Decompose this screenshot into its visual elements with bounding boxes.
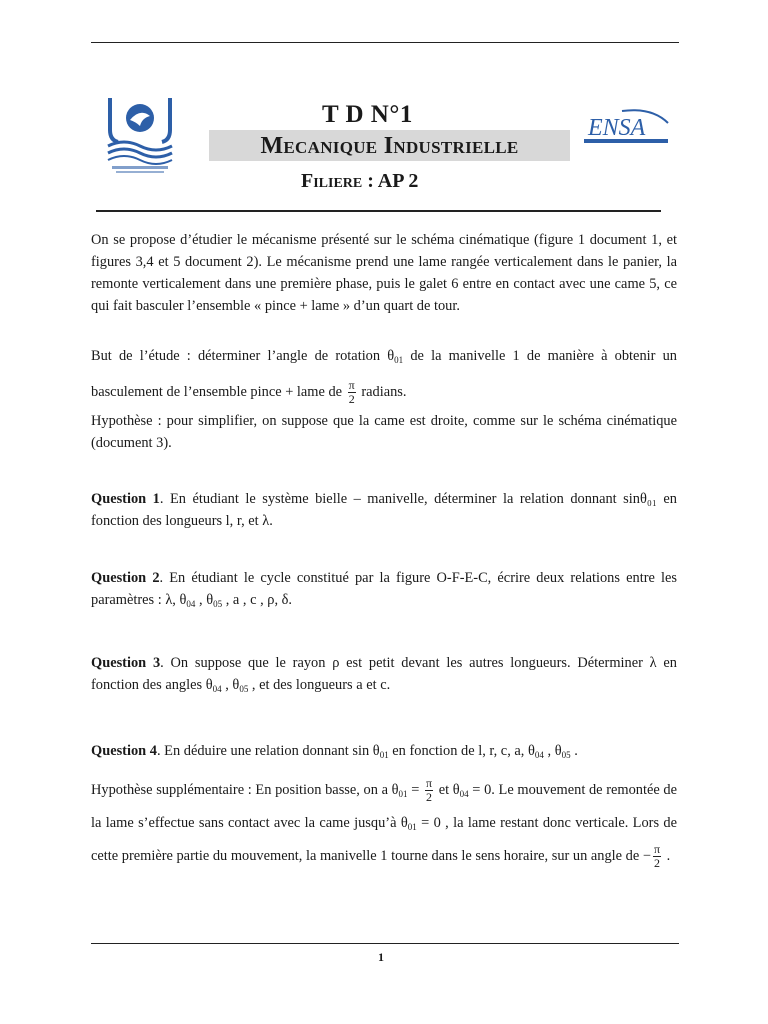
question-4: Question 4. En déduire une relation donnant $\sin \theta_{01}$ en fonction de l, r, c, a, $\theta_{04}$ , $\theta_{05}$ . (91, 743, 578, 760)
goal-paragraph: But de l’étude : déterminer l’angle de rotation $\theta_{01}$ de la manivelle 1 de manière à obtenir un basculement de l’ensemble pince + lame de $\frac{\pi}{2}$ radians. (91, 348, 677, 407)
page-number: 1 (378, 950, 384, 964)
filiere-value: : AP 2 (367, 170, 419, 192)
footer-rule (91, 943, 679, 944)
pi-over-2-fraction: $\frac{\pi}{2}$ (425, 776, 433, 805)
pi-over-2-fraction: $\frac{\pi}{2}$ (653, 842, 661, 871)
page-title: T D N°1 (322, 101, 413, 128)
filiere-label: Filiere (301, 170, 363, 192)
supplementary-hypothesis: Hypothèse supplémentaire : En position basse, on a $\theta_{01}$ = $\frac{\pi}{2}$ et $\theta_{04} = 0$. Le mouvement de remontée de la lame s’effectue sans contact avec la came jusqu’à $\theta_{01} = 0$ , la lame restant donc verticale. Lors de cette première partie du mouvement, la manivelle 1 tourne dans le sens horaire, sur un angle de − $\frac{\pi}{2}$ . (91, 776, 677, 871)
course-title: Mecanique Industrielle (209, 130, 570, 161)
question-2-label: Question 2 (91, 570, 160, 586)
ensa-logo-text: ENSA (588, 115, 646, 141)
question-1: Question 1. En étudiant le système bielle – manivelle, déterminer la relation donnant sinθ₀₁ en fonction des longueurs l, r, et λ. (91, 491, 677, 529)
ensa-logo (582, 109, 670, 147)
intro-paragraph: On se propose d’étudier le mécanisme présenté sur le schéma cinématique (figure 1 document 1, et figures 3,4 et 5 document 2). Le mécanisme prend une lame rangée verticalement dans le panier, la remonte verticalement dans une première phase, puis le galet 6 entre en contact avec une came 5, ce qui fait basculer l’ensemble « pince + lame » d’un quart de tour. (91, 232, 677, 314)
hypothesis-paragraph: Hypothèse : pour simplifier, on suppose que la came est droite, comme sur le schéma cinématique (document 3). (91, 413, 677, 451)
question-4-label: Question 4 (91, 743, 157, 759)
pi-over-2-fraction: $\frac{\pi}{2}$ (348, 378, 355, 407)
filiere-line (301, 170, 418, 193)
question-1-label: Question 1 (91, 491, 160, 507)
university-logo (104, 96, 176, 176)
question-3-label: Question 3 (91, 655, 161, 671)
top-rule (91, 42, 679, 43)
question-3: Question 3. On suppose que le rayon ρ est petit devant les autres longueurs. Déterminer λ en fonction des angles $\theta_{04}$ , $\theta_{05}$ , et des longueurs a et c. (91, 655, 677, 694)
header-rule (96, 210, 661, 212)
question-2: Question 2. En étudiant le cycle constitué par la figure O-F-E-C, écrire deux relations entre les paramètres : λ, $\theta_{04}$ , $\theta_{05}$ , a , c , ρ, δ. (91, 570, 677, 609)
